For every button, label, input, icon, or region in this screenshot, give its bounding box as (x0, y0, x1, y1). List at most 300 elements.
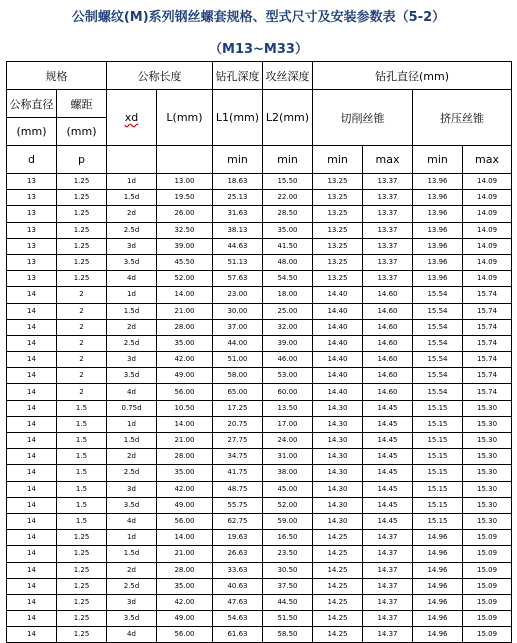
cell-L1: 37.00 (213, 319, 263, 335)
cell-L1: 41.75 (213, 465, 263, 481)
cell-ext-max: 15.74 (463, 303, 512, 319)
cell-p: 1.25 (57, 530, 107, 546)
cell-ext-max: 15.09 (463, 594, 512, 610)
cell-ext-max: 15.74 (463, 319, 512, 335)
cell-L1: 25.13 (213, 190, 263, 206)
cell-L2: 41.50 (263, 238, 313, 254)
cell-d: 14 (7, 335, 57, 351)
cell-L: 26.00 (157, 206, 213, 222)
cell-xd: 2.5d (107, 578, 157, 594)
header-L: L(mm) (157, 90, 213, 146)
cell-ext-min: 15.15 (413, 481, 463, 497)
cell-p: 1.25 (57, 611, 107, 627)
cell-p: 1.25 (57, 594, 107, 610)
cell-xd: 3d (107, 352, 157, 368)
cell-cut-min: 14.40 (313, 384, 363, 400)
cell-L: 42.00 (157, 594, 213, 610)
header-extrusion-tap: 挤压丝锥 (413, 90, 512, 146)
cell-p: 1.25 (57, 190, 107, 206)
cell-cut-min: 13.25 (313, 271, 363, 287)
cell-L2: 53.00 (263, 368, 313, 384)
table-row (7, 481, 512, 497)
header-pitch-unit: (mm) (57, 118, 107, 146)
header-spec: 规格 (7, 62, 107, 90)
cell-L: 14.00 (157, 287, 213, 303)
cell-p: 1.5 (57, 400, 107, 416)
cell-p: 1.5 (57, 513, 107, 529)
cell-cut-min: 13.25 (313, 238, 363, 254)
cell-cut-max: 13.37 (363, 271, 413, 287)
cell-p: 2 (57, 384, 107, 400)
cell-d: 14 (7, 513, 57, 529)
cell-xd: 1.5d (107, 190, 157, 206)
cell-cut-max: 14.45 (363, 433, 413, 449)
cell-p: 1.25 (57, 238, 107, 254)
cell-d: 13 (7, 254, 57, 270)
cell-d: 14 (7, 465, 57, 481)
header-nominal-diameter-line1: 公称直径 (9, 97, 54, 111)
cell-ext-min: 13.96 (413, 190, 463, 206)
cell-d: 14 (7, 287, 57, 303)
cell-cut-max: 14.60 (363, 368, 413, 384)
header-L2: L2(mm) (263, 90, 313, 146)
cell-ext-min: 15.15 (413, 400, 463, 416)
table-row (7, 287, 512, 303)
cell-ext-max: 15.74 (463, 335, 512, 351)
cell-d: 14 (7, 319, 57, 335)
cell-ext-min: 13.96 (413, 174, 463, 190)
cell-d: 14 (7, 546, 57, 562)
cell-L2: 46.00 (263, 352, 313, 368)
table-row (7, 222, 512, 238)
table-row (7, 254, 512, 270)
cell-ext-min: 15.15 (413, 465, 463, 481)
cell-L1: 58.00 (213, 368, 263, 384)
table-row (7, 578, 512, 594)
cell-L2: 45.00 (263, 481, 313, 497)
table-row (7, 611, 512, 627)
cell-L2: 58.50 (263, 627, 313, 643)
cell-xd: 2d (107, 449, 157, 465)
table-row (7, 206, 512, 222)
cell-L: 39.00 (157, 238, 213, 254)
cell-L1: 62.75 (213, 513, 263, 529)
header-nominal-length: 公称长度 (107, 62, 213, 90)
cell-xd: 1.5d (107, 303, 157, 319)
cell-xd: 2.5d (107, 465, 157, 481)
cell-xd: 3.5d (107, 611, 157, 627)
cell-cut-max: 13.37 (363, 174, 413, 190)
cell-L2: 32.00 (263, 319, 313, 335)
cell-xd: 3d (107, 238, 157, 254)
cell-L2: 13.50 (263, 400, 313, 416)
cell-cut-max: 13.37 (363, 190, 413, 206)
cell-ext-min: 15.15 (413, 513, 463, 529)
cell-L2: 59.00 (263, 513, 313, 529)
cell-cut-min: 14.30 (313, 449, 363, 465)
cell-L2: 28.50 (263, 206, 313, 222)
cell-xd: 2.5d (107, 222, 157, 238)
cell-xd: 3.5d (107, 368, 157, 384)
cell-L2: 17.00 (263, 416, 313, 432)
cell-ext-min: 15.54 (413, 287, 463, 303)
cell-p: 2 (57, 287, 107, 303)
cell-cut-min: 14.30 (313, 433, 363, 449)
cell-ext-min: 15.15 (413, 497, 463, 513)
cell-L: 49.00 (157, 611, 213, 627)
cell-ext-min: 15.54 (413, 303, 463, 319)
cell-ext-min: 13.96 (413, 254, 463, 270)
cell-p: 1.5 (57, 416, 107, 432)
cell-cut-max: 13.37 (363, 238, 413, 254)
cell-cut-max: 14.60 (363, 303, 413, 319)
cell-L: 56.00 (157, 384, 213, 400)
cell-cut-min: 14.40 (313, 303, 363, 319)
cell-d: 14 (7, 562, 57, 578)
spec-table (6, 61, 512, 643)
cell-ext-max: 15.30 (463, 433, 512, 449)
cell-ext-min: 15.15 (413, 433, 463, 449)
cell-ext-min: 15.15 (413, 449, 463, 465)
cell-cut-max: 14.60 (363, 384, 413, 400)
cell-ext-max: 15.74 (463, 384, 512, 400)
cell-L1: 54.63 (213, 611, 263, 627)
cell-d: 13 (7, 206, 57, 222)
cell-L: 35.00 (157, 578, 213, 594)
cell-cut-min: 14.25 (313, 546, 363, 562)
cell-L: 28.00 (157, 449, 213, 465)
table-row (7, 416, 512, 432)
header-empty-xd (107, 146, 157, 174)
cell-cut-min: 14.30 (313, 465, 363, 481)
cell-cut-min: 14.30 (313, 481, 363, 497)
cell-cut-min: 14.25 (313, 611, 363, 627)
cell-cut-max: 13.37 (363, 206, 413, 222)
table-row (7, 174, 512, 190)
header-xd-label: xd (124, 111, 139, 124)
table-row (7, 238, 512, 254)
cell-L1: 48.75 (213, 481, 263, 497)
cell-L1: 30.00 (213, 303, 263, 319)
cell-L2: 54.50 (263, 271, 313, 287)
cell-ext-max: 14.09 (463, 190, 512, 206)
cell-cut-max: 13.37 (363, 222, 413, 238)
cell-ext-max: 15.09 (463, 530, 512, 546)
cell-ext-min: 15.54 (413, 368, 463, 384)
table-row (7, 627, 512, 643)
cell-xd: 1.5d (107, 433, 157, 449)
header-empty-L (157, 146, 213, 174)
cell-xd: 2d (107, 562, 157, 578)
cell-xd: 1d (107, 174, 157, 190)
header-symbol-p: p (57, 146, 107, 174)
cell-xd: 4d (107, 271, 157, 287)
table-body (7, 174, 512, 643)
header-max-cutting: max (363, 146, 413, 174)
cell-p: 1.5 (57, 433, 107, 449)
cell-L: 56.00 (157, 513, 213, 529)
cell-p: 1.5 (57, 481, 107, 497)
cell-d: 14 (7, 578, 57, 594)
table-row (7, 335, 512, 351)
cell-L1: 47.63 (213, 594, 263, 610)
header-tap-depth: 攻丝深度 (263, 62, 313, 90)
cell-L2: 15.50 (263, 174, 313, 190)
cell-cut-min: 13.25 (313, 222, 363, 238)
cell-d: 14 (7, 303, 57, 319)
cell-cut-min: 14.25 (313, 578, 363, 594)
cell-cut-max: 14.37 (363, 530, 413, 546)
cell-ext-min: 13.96 (413, 206, 463, 222)
cell-L1: 19.63 (213, 530, 263, 546)
cell-p: 1.25 (57, 271, 107, 287)
header-min-L2: min (263, 146, 313, 174)
cell-cut-max: 14.60 (363, 287, 413, 303)
cell-p: 1.5 (57, 497, 107, 513)
cell-L: 49.00 (157, 368, 213, 384)
cell-cut-max: 14.45 (363, 497, 413, 513)
table-row (7, 271, 512, 287)
cell-p: 2 (57, 352, 107, 368)
cell-L: 21.00 (157, 433, 213, 449)
header-xd (107, 90, 157, 146)
cell-L: 28.00 (157, 562, 213, 578)
cell-d: 14 (7, 352, 57, 368)
cell-cut-max: 14.60 (363, 319, 413, 335)
cell-p: 1.25 (57, 206, 107, 222)
cell-L: 21.00 (157, 546, 213, 562)
cell-cut-max: 14.45 (363, 416, 413, 432)
cell-L1: 51.13 (213, 254, 263, 270)
cell-ext-max: 15.09 (463, 627, 512, 643)
cell-L1: 20.75 (213, 416, 263, 432)
table-row (7, 546, 512, 562)
header-drill-depth: 钻孔深度 (213, 62, 263, 90)
cell-ext-max: 15.30 (463, 497, 512, 513)
cell-L: 45.50 (157, 254, 213, 270)
cell-ext-max: 15.74 (463, 352, 512, 368)
cell-L1: 33.63 (213, 562, 263, 578)
cell-p: 1.25 (57, 562, 107, 578)
cell-ext-max: 14.09 (463, 174, 512, 190)
cell-ext-max: 14.09 (463, 222, 512, 238)
cell-xd: 1.5d (107, 546, 157, 562)
cell-cut-min: 13.25 (313, 174, 363, 190)
cell-p: 1.25 (57, 578, 107, 594)
cell-d: 14 (7, 481, 57, 497)
cell-xd: 1d (107, 416, 157, 432)
cell-xd: 4d (107, 384, 157, 400)
cell-d: 14 (7, 433, 57, 449)
cell-d: 13 (7, 271, 57, 287)
cell-ext-min: 15.54 (413, 335, 463, 351)
header-drill-diameter: 钻孔直径(mm) (313, 62, 512, 90)
cell-L1: 55.75 (213, 497, 263, 513)
cell-d: 14 (7, 400, 57, 416)
cell-ext-min: 15.54 (413, 352, 463, 368)
cell-p: 1.25 (57, 174, 107, 190)
header-nominal-diameter (7, 90, 57, 118)
table-row (7, 368, 512, 384)
cell-ext-max: 15.30 (463, 465, 512, 481)
cell-L2: 44.50 (263, 594, 313, 610)
cell-xd: 1d (107, 287, 157, 303)
cell-L1: 61.63 (213, 627, 263, 643)
cell-cut-min: 14.30 (313, 400, 363, 416)
table-row (7, 449, 512, 465)
cell-d: 14 (7, 497, 57, 513)
cell-ext-min: 14.96 (413, 611, 463, 627)
cell-L1: 51.00 (213, 352, 263, 368)
cell-xd: 4d (107, 627, 157, 643)
table-row (7, 384, 512, 400)
cell-ext-min: 13.96 (413, 238, 463, 254)
cell-ext-min: 14.96 (413, 594, 463, 610)
cell-xd: 4d (107, 513, 157, 529)
cell-ext-max: 15.74 (463, 368, 512, 384)
cell-L2: 60.00 (263, 384, 313, 400)
cell-L2: 38.00 (263, 465, 313, 481)
cell-L: 42.00 (157, 481, 213, 497)
cell-d: 14 (7, 384, 57, 400)
cell-L: 21.00 (157, 303, 213, 319)
table-subtitle: （M13~M33） (209, 42, 308, 57)
cell-ext-max: 15.09 (463, 562, 512, 578)
cell-ext-min: 14.96 (413, 562, 463, 578)
cell-L: 35.00 (157, 465, 213, 481)
cell-L1: 38.13 (213, 222, 263, 238)
cell-L1: 23.00 (213, 287, 263, 303)
cell-cut-min: 14.25 (313, 627, 363, 643)
cell-L1: 40.63 (213, 578, 263, 594)
cell-ext-max: 15.74 (463, 287, 512, 303)
cell-L1: 57.63 (213, 271, 263, 287)
cell-ext-max: 14.09 (463, 254, 512, 270)
header-min-extrusion: min (413, 146, 463, 174)
cell-ext-max: 15.30 (463, 481, 512, 497)
header-min-cutting: min (313, 146, 363, 174)
cell-L: 14.00 (157, 530, 213, 546)
cell-d: 13 (7, 222, 57, 238)
cell-L2: 31.00 (263, 449, 313, 465)
cell-cut-min: 14.40 (313, 368, 363, 384)
header-max-extrusion: max (463, 146, 512, 174)
cell-d: 14 (7, 530, 57, 546)
cell-ext-max: 14.09 (463, 271, 512, 287)
cell-L2: 16.50 (263, 530, 313, 546)
cell-cut-min: 14.40 (313, 352, 363, 368)
header-symbol-d: d (7, 146, 57, 174)
cell-ext-min: 13.96 (413, 271, 463, 287)
cell-cut-max: 14.37 (363, 627, 413, 643)
cell-d: 13 (7, 238, 57, 254)
cell-L: 56.00 (157, 627, 213, 643)
cell-cut-min: 13.25 (313, 190, 363, 206)
cell-xd: 0.75d (107, 400, 157, 416)
cell-p: 2 (57, 335, 107, 351)
cell-ext-min: 15.15 (413, 416, 463, 432)
cell-cut-min: 14.25 (313, 594, 363, 610)
cell-L2: 35.00 (263, 222, 313, 238)
cell-cut-max: 14.60 (363, 335, 413, 351)
cell-p: 1.25 (57, 254, 107, 270)
cell-cut-max: 14.45 (363, 513, 413, 529)
cell-cut-max: 14.37 (363, 562, 413, 578)
cell-cut-min: 14.40 (313, 319, 363, 335)
cell-L2: 52.00 (263, 497, 313, 513)
cell-L1: 44.63 (213, 238, 263, 254)
cell-cut-max: 14.45 (363, 400, 413, 416)
cell-L2: 23.50 (263, 546, 313, 562)
cell-cut-min: 14.40 (313, 287, 363, 303)
cell-d: 14 (7, 627, 57, 643)
cell-L: 28.00 (157, 319, 213, 335)
cell-cut-max: 14.45 (363, 465, 413, 481)
cell-cut-max: 14.37 (363, 546, 413, 562)
cell-xd: 1d (107, 530, 157, 546)
table-row (7, 497, 512, 513)
cell-ext-min: 13.96 (413, 222, 463, 238)
table-title: 公制螺纹(M)系列钢丝螺套规格、型式尺寸及安装参数表（5-2） (71, 10, 446, 25)
cell-ext-max: 15.30 (463, 513, 512, 529)
table-row (7, 562, 512, 578)
cell-L1: 26.63 (213, 546, 263, 562)
cell-ext-min: 14.96 (413, 578, 463, 594)
cell-cut-min: 14.30 (313, 497, 363, 513)
cell-ext-min: 15.54 (413, 319, 463, 335)
cell-cut-min: 13.25 (313, 254, 363, 270)
table-row (7, 530, 512, 546)
cell-L1: 65.00 (213, 384, 263, 400)
cell-L: 52.00 (157, 271, 213, 287)
header-min-L1: min (213, 146, 263, 174)
header-pitch-line1: 螺距 (70, 97, 93, 111)
cell-cut-max: 13.37 (363, 254, 413, 270)
cell-L2: 39.00 (263, 335, 313, 351)
cell-p: 2 (57, 303, 107, 319)
cell-cut-min: 14.40 (313, 335, 363, 351)
cell-L2: 18.00 (263, 287, 313, 303)
cell-cut-max: 14.37 (363, 611, 413, 627)
cell-ext-max: 15.30 (463, 400, 512, 416)
cell-cut-max: 14.45 (363, 449, 413, 465)
cell-ext-max: 15.30 (463, 449, 512, 465)
cell-cut-min: 13.25 (313, 206, 363, 222)
cell-L: 49.00 (157, 497, 213, 513)
cell-p: 1.25 (57, 627, 107, 643)
cell-p: 1.25 (57, 222, 107, 238)
cell-ext-max: 15.09 (463, 578, 512, 594)
cell-ext-max: 15.09 (463, 546, 512, 562)
cell-cut-max: 14.37 (363, 594, 413, 610)
cell-cut-min: 14.30 (313, 416, 363, 432)
cell-L1: 17.25 (213, 400, 263, 416)
cell-L1: 44.00 (213, 335, 263, 351)
cell-ext-min: 14.96 (413, 530, 463, 546)
table-row (7, 513, 512, 529)
cell-d: 14 (7, 416, 57, 432)
cell-L2: 24.00 (263, 433, 313, 449)
cell-ext-max: 15.09 (463, 611, 512, 627)
table-row (7, 319, 512, 335)
cell-d: 13 (7, 174, 57, 190)
cell-L2: 30.50 (263, 562, 313, 578)
cell-L2: 48.00 (263, 254, 313, 270)
cell-ext-max: 15.30 (463, 416, 512, 432)
cell-p: 2 (57, 319, 107, 335)
cell-cut-min: 14.25 (313, 562, 363, 578)
cell-L2: 51.50 (263, 611, 313, 627)
